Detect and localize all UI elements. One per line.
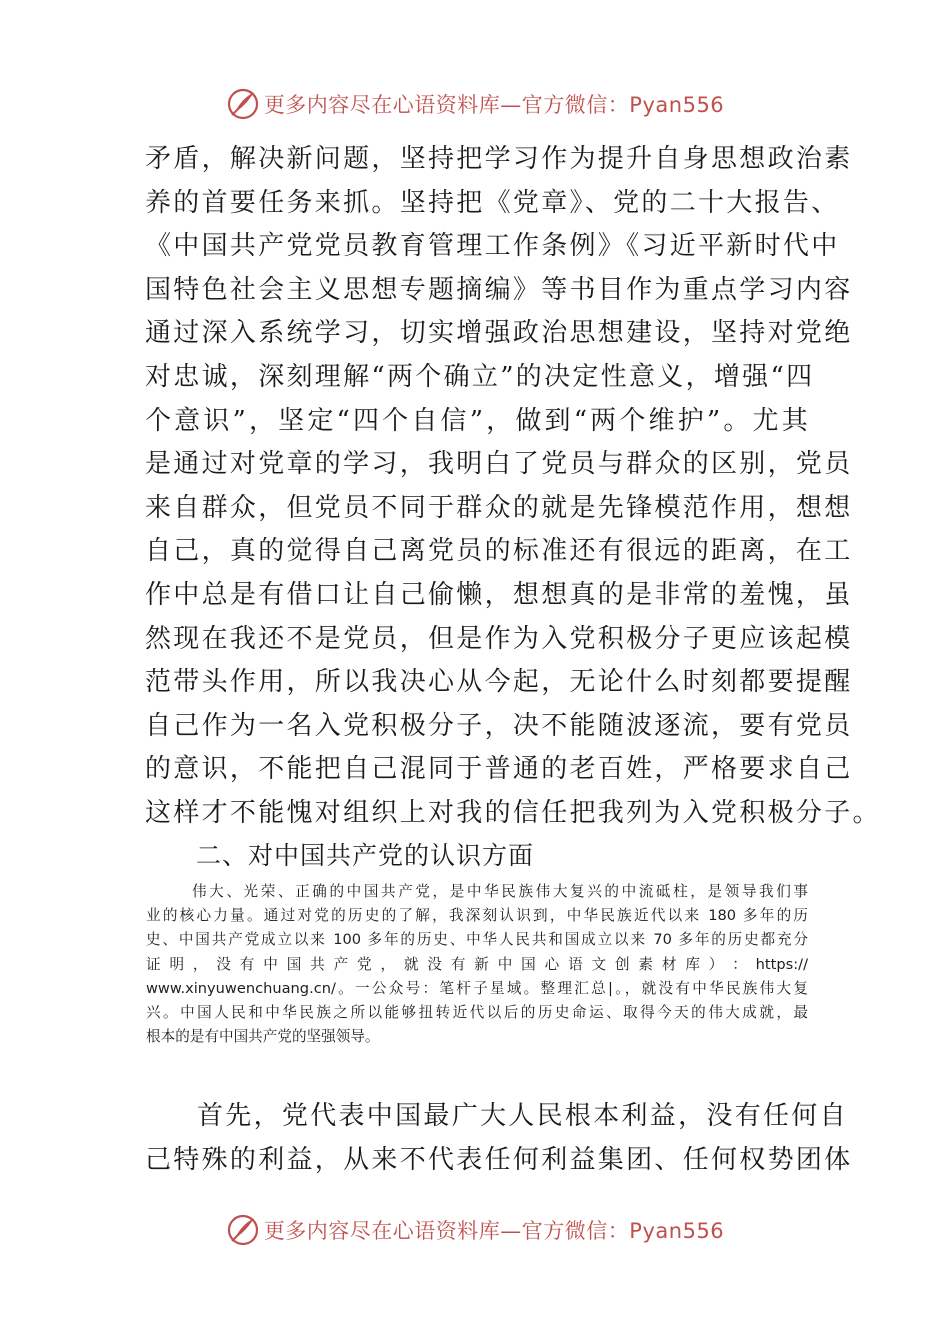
paragraph-line: 然现在我还不是党员，但是作为入党积极分子更应该起模 [145,623,853,654]
paragraph-line: 这样才不能愧对组织上对我的信任把我列为入党积极分子。 [145,797,881,828]
section-heading: 二、对中国共产党的认识方面 [196,841,535,870]
header-banner-text: 更多内容尽在心语资料库—官方微信：Pyan556 [263,93,725,117]
footer-banner-text: 更多内容尽在心语资料库—官方微信：Pyan556 [263,1219,725,1243]
paragraph-line: 范带头作用，所以我决心从今起，无论什么时刻都要提醒 [145,667,853,698]
paragraph-line: 通过深入系统学习，切实增强政治思想建设，坚持对党绝 [145,318,853,349]
small-paragraph-line: 业的核心力量。通过对党的历史的了解，我深刻认识到，中华民族近代以来 180 多年的历 [146,907,808,925]
small-paragraph-line: 史、中国共产党成立以来 100 多年的历史、中华人民共和国成立以来 70 多年的历史都充分 [146,931,808,949]
paragraph-line: 矛盾，解决新问题，坚持把学习作为提升自身思想政治素 [145,144,853,174]
paragraph-line: 是通过对党章的学习，我明白了党员与群众的区别，党员 [145,449,853,480]
paragraph-line: 自己作为一名入党积极分子，决不能随波逐流，要有党员 [145,710,853,741]
paragraph-line: 的意识，不能把自己混同于普通的老百姓，严格要求自己 [145,754,853,785]
small-paragraph-line: www.xinyuwenchuang.cn/。一公众号：笔杆子星域。整理汇总|。，就没有中华民族伟大复 [146,979,808,997]
small-paragraph-line: 根本的是有中国共产党的坚强领导。 [146,1028,380,1046]
quill-pen-logo-icon [226,1213,260,1247]
paragraph-line: 国特色社会主义思想专题摘编》等书目作为重点学习内容 [145,274,853,305]
paragraph-line: 《中国共产党党员教育管理工作条例》《习近平新时代中 [145,231,840,262]
footer-banner [0,1210,950,1250]
paragraph-line: 来自群众，但党员不同于群众的就是先锋模范作用，想想 [145,492,853,523]
paragraph-line: 对忠诚，深刻理解“两个确立”的决定性意义，增强“四 [145,361,815,392]
small-paragraph-line: 兴。中国人民和中华民族之所以能够扭转近代以后的历史命运、取得今天的伟大成就，最 [146,1004,808,1022]
lower-paragraph [145,1094,853,1182]
paragraph-line: 自己，真的觉得自己离党员的标准还有很远的距离，在工 [145,536,853,567]
small-paragraph-line: 证 明 ， 没 有 中 国 共 产 党 ， 就 没 有 新 中 国 心 语 文 创 素 材 库 ） ： https:// [146,955,808,973]
paragraph-line: 个意识”，坚定“四个自信”，做到“两个维护”。尤其 [145,405,810,436]
paragraph-line: 作中总是有借口让自己偷懒，想想真的是非常的羞愧，虽 [145,579,853,610]
paragraph-line: 养的首要任务来抓。坚持把《党章》、党的二十大报告、 [145,187,840,218]
small-paragraph [146,880,808,1049]
small-paragraph-line: 伟大、光荣、正确的中国共产党，是中华民族伟大复兴的中流砥柱，是领导我们事 [192,883,808,900]
quill-pen-logo-icon [226,87,260,121]
header-banner [0,84,950,124]
paragraph-line: 首先，党代表中国最广大人民根本利益，没有任何自 [197,1101,848,1131]
paragraph-line: 己特殊的利益，从来不代表任何利益集团、任何权势团体 [145,1145,853,1175]
main-paragraph [145,138,881,836]
